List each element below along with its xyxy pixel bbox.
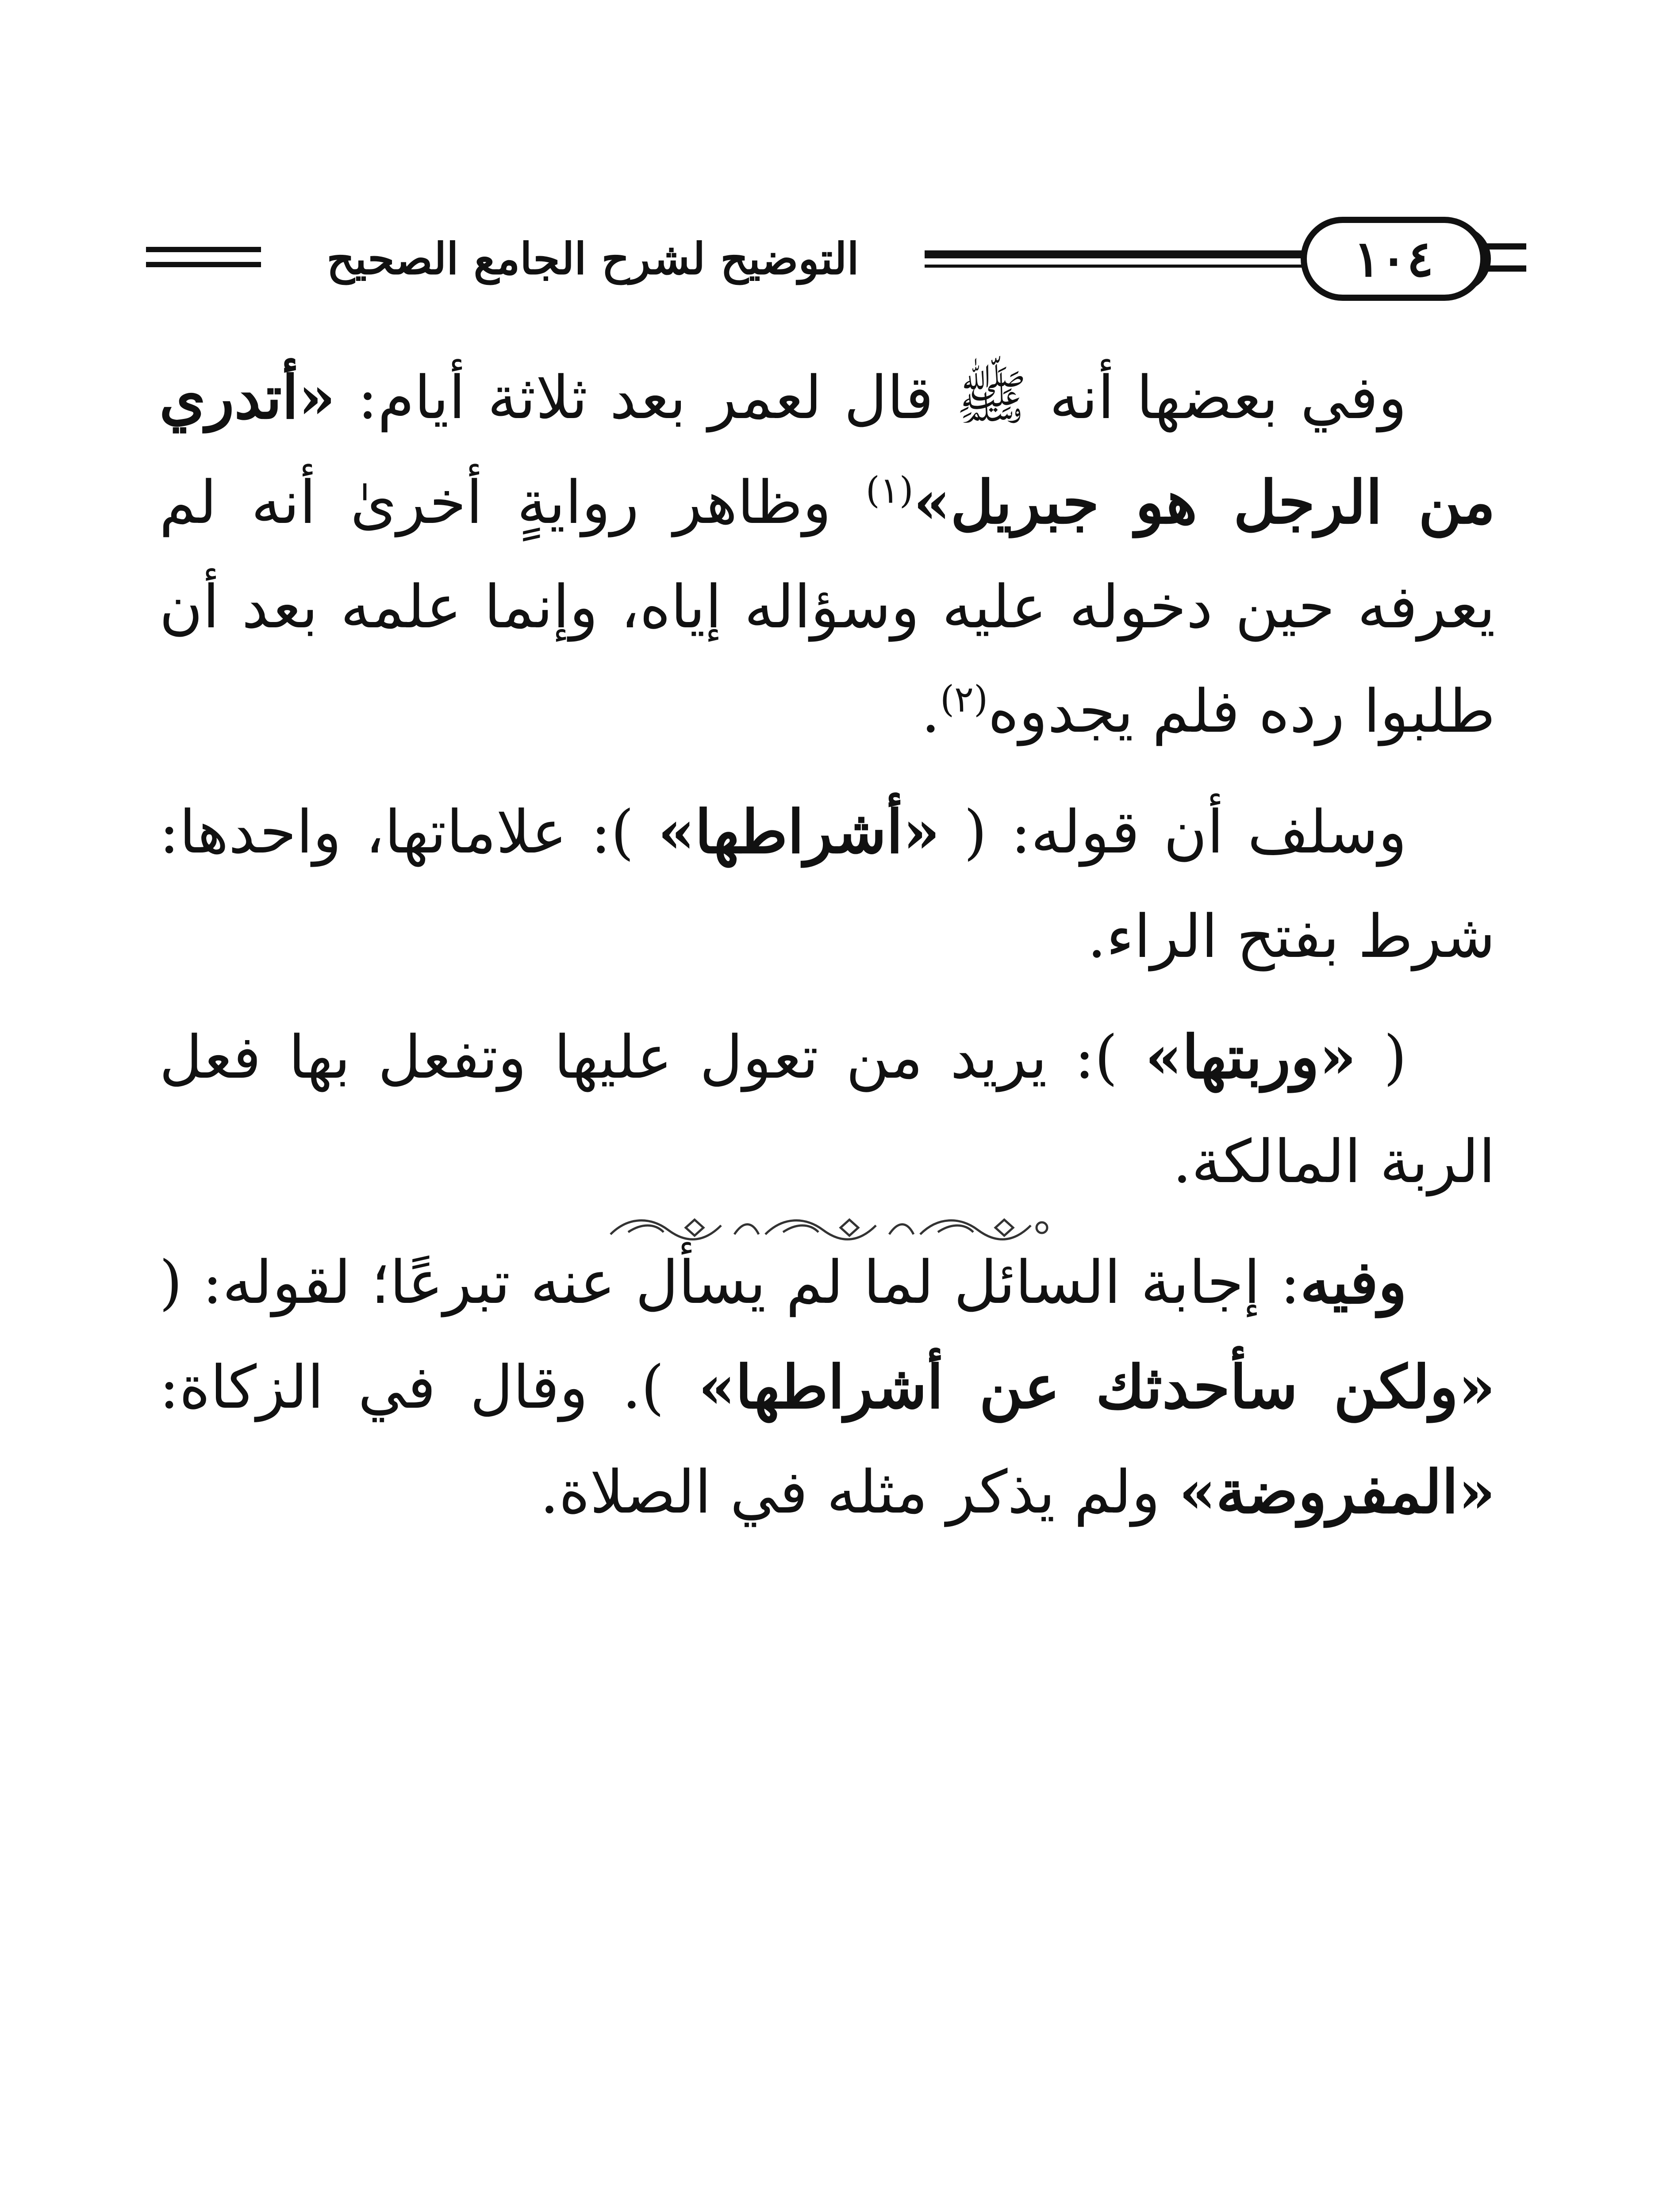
header-rule-left-bottom bbox=[146, 262, 270, 267]
p1-text-3: . bbox=[921, 677, 941, 746]
p3-quote: «وربتها» bbox=[1145, 1022, 1356, 1092]
p2-quote: «أشراطها» bbox=[658, 797, 940, 867]
header-rule-left-top bbox=[146, 247, 270, 252]
running-header bbox=[146, 212, 1517, 310]
paragraph-3 bbox=[159, 1005, 1495, 1214]
paragraph-2 bbox=[159, 780, 1495, 989]
p4-quote-2: «المفروضة» bbox=[1179, 1457, 1495, 1527]
section-end-ornament bbox=[602, 1208, 1053, 1248]
p4-text-2: ). وقال في الزكاة: bbox=[159, 1353, 699, 1422]
running-title: التوضيح لشرح الجامع الصحيح bbox=[261, 230, 925, 288]
p4-text-1: : إجابة السائل لما لم يسأل عنه تبرعًا؛ لقوله: ( bbox=[159, 1248, 1300, 1317]
p1-text-1: وفي بعضها أنه ﷺ قال لعمر بعد ثلاثة أيام: bbox=[335, 363, 1407, 432]
p4-text-3: ولم يذكر مثله في الصلاة. bbox=[540, 1458, 1179, 1527]
header-rule-right-inner bbox=[1486, 265, 1526, 272]
p1-quote: «أتدري من الرجل هو جبريل» bbox=[159, 362, 1495, 537]
header-rule-right-outer bbox=[1486, 243, 1526, 250]
p2-text-2: ): علاماتها، واحدها: شرط بفتح الراء. bbox=[159, 798, 1495, 971]
p3-text-2: ): يريد من تعول عليها وتفعل بها فعل الربة المالكة. bbox=[159, 1023, 1495, 1196]
page-number: ١٠٤ bbox=[1301, 217, 1486, 301]
footnote-ref-1: (١) bbox=[865, 469, 914, 512]
body-text bbox=[159, 345, 1495, 1560]
p2-text-1: وسلف أن قوله: ( bbox=[940, 798, 1407, 867]
p3-text-1: ( bbox=[1356, 1023, 1407, 1092]
p4-quote-1: «ولكن سأحدثك عن أشراطها» bbox=[698, 1352, 1495, 1422]
paragraph-4 bbox=[159, 1230, 1495, 1544]
footnote-ref-2: (٢) bbox=[940, 678, 988, 721]
p4-lead: وفيه bbox=[1300, 1247, 1407, 1317]
paragraph-1 bbox=[159, 345, 1495, 764]
p1-text-2: وظاهر روايةٍ أخرىٰ أنه لم يعرفه حين دخوله عليه وسؤاله إياه، وإنما علمه بعد أن طلبوا رده فلم يجدوه bbox=[159, 468, 1495, 746]
